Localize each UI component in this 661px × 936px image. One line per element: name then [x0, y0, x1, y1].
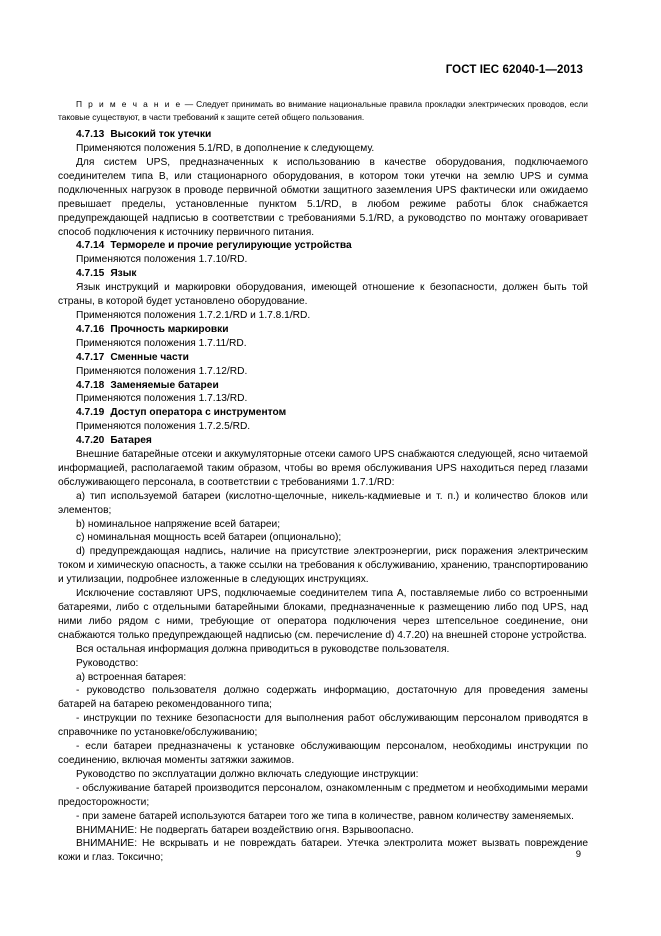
paragraph: Исключение составляют UPS, подключаемые соединителем типа A, поставляемые либо со встроенными батареями, либо с отдельными батарейными блоками, предназначенные к размещению либо под UPS, над ними либо рядом с ними, требующие от оператора подключения через штепсельное соединение, они снабжаются только предупреждающей надписью (см. перечисление d) 4.7.20) на внешней стороне устройства.: [58, 588, 588, 641]
paragraph: Применяются положения 1.7.10/RD.: [76, 254, 248, 266]
list-item: d) предупреждающая надпись, наличие на присутствие электроэнергии, риск поражения электрическим током и химическую опасность, а также ссылки на требования к обслуживанию, хранению, транспортированию и утилизации, подробнее изложенные в следующих инструкциях.: [58, 546, 588, 586]
section-title: Доступ оператора с инструментом: [110, 407, 287, 419]
list-item: b) номинальное напряжение всей батареи;: [76, 518, 281, 530]
section-heading: [58, 239, 588, 253]
page-number: 9: [575, 849, 581, 860]
section-number: 4.7.19: [76, 407, 105, 419]
section-number: 4.7.18: [76, 379, 105, 391]
section-heading: [58, 351, 588, 365]
paragraph: Для систем UPS, предназначенных к использованию в качестве оборудования, подключаемого соединителем типа B, или стационарного оборудования, в котором токи утечки на землю UPS и сумма подключенных нагрузок в проводе первичной обмотки защитного заземления UPS фактически или ожидаемо превышает пределы, установленные пунктом 5.1/RD, в любом режиме работы блок снабжается предупреждающей надписью в соответствии с требованиями 5.1/RD, а руководство по монтажу оговаривает способ подключения к источнику первичного питания.: [58, 157, 588, 238]
section-number: 4.7.13: [76, 129, 105, 141]
section-heading: [58, 406, 588, 420]
paragraph: Руководство:: [76, 657, 139, 669]
warning-text: ВНИМАНИЕ: Не вскрывать и не повреждать батареи. Утечка электролита может вызвать повреждение кожи и глаз. Токсично;: [58, 838, 588, 864]
list-item: - руководство пользователя должно содержать информацию, достаточную для проведения замены батарей на батарею рекомендованного типа;: [58, 685, 588, 711]
list-item: - если батареи предназначены к установке обслуживающим персоналом, необходимы инструкции по соединению, включая моменты затяжки зажимов.: [58, 741, 588, 766]
list-item: c) номинальная мощность всей батареи (опционально);: [76, 532, 342, 544]
section-title: Батарея: [110, 435, 152, 447]
paragraph: Применяются положения 1.7.2.1/RD и 1.7.8.1/RD.: [76, 309, 311, 321]
note-label: П р и м е ч а н и е: [76, 99, 182, 109]
list-item: - при замене батарей используются батареи того же типа в количестве, равном количеству заменяемых.: [76, 810, 574, 822]
section-title: Высокий ток утечки: [110, 129, 212, 141]
section-heading: [58, 323, 588, 337]
paragraph: Применяются положения 1.7.12/RD.: [76, 365, 248, 377]
list-item: a) встроенная батарея:: [76, 671, 187, 683]
section-number: 4.7.15: [76, 268, 105, 280]
note-text: — Следует принимать во внимание национальные правила прокладки электрических проводов, если таковые существуют, в части требований к защите сетей общего пользования.: [58, 99, 588, 122]
paragraph: Применяются положения 1.7.13/RD.: [76, 393, 248, 405]
standard-header: ГОСТ IEC 62040-1—2013: [445, 64, 583, 76]
section-heading: [58, 128, 588, 142]
list-item: a) тип используемой батареи (кислотно-щелочные, никель-кадмиевые и т. п.) и количество блоков или элементов;: [58, 490, 588, 516]
paragraph: Применяются положения 1.7.11/RD.: [76, 337, 247, 349]
section-title: Заменяемые батареи: [110, 379, 219, 391]
section-title: Прочность маркировки: [110, 323, 229, 335]
paragraph: Применяются положения 1.7.2.5/RD.: [76, 421, 251, 433]
paragraph: Руководство по эксплуатации должно включать следующие инструкции:: [76, 768, 419, 780]
paragraph: Язык инструкций и маркировки оборудования, имеющей отношение к безопасности, должен быть той страны, в которой будет установлено оборудование.: [58, 282, 588, 308]
section-number: 4.7.16: [76, 323, 105, 335]
document-body: [58, 98, 588, 865]
section-number: 4.7.17: [76, 351, 105, 363]
list-item: - инструкции по технике безопасности для выполнения работ обслуживающим персоналом приводятся в справочнике по установке/обслуживанию;: [58, 713, 588, 739]
section-title: Термореле и прочие регулирующие устройства: [110, 240, 352, 252]
section-number: 4.7.14: [76, 240, 105, 252]
paragraph: Применяются положения 5.1/RD, в дополнение к следующему.: [76, 143, 375, 155]
paragraph: Вся остальная информация должна приводиться в руководстве пользователя.: [76, 643, 450, 655]
note-paragraph: [58, 98, 588, 123]
section-title: Сменные части: [110, 351, 189, 363]
section-heading: [58, 267, 588, 281]
paragraph: Внешние батарейные отсеки и аккумуляторные отсеки самого UPS снабжаются следующей, ясно читаемой информацией, располагаемой таким образом, чтобы во время обслуживания UPS находиться перед глазами обслуживающего персонала, в соответствии с требованиями 1.7.1/RD:: [58, 449, 588, 488]
section-number: 4.7.20: [76, 435, 105, 447]
section-heading: [58, 434, 588, 448]
section-title: Язык: [110, 268, 137, 280]
section-heading: [58, 379, 588, 393]
list-item: - обслуживание батарей производится персоналом, ознакомленным с предметом и необходимыми мерами предосторожности;: [58, 782, 588, 808]
warning-text: ВНИМАНИЕ: Не подвергать батареи воздействию огня. Взрывоопасно.: [76, 824, 414, 836]
